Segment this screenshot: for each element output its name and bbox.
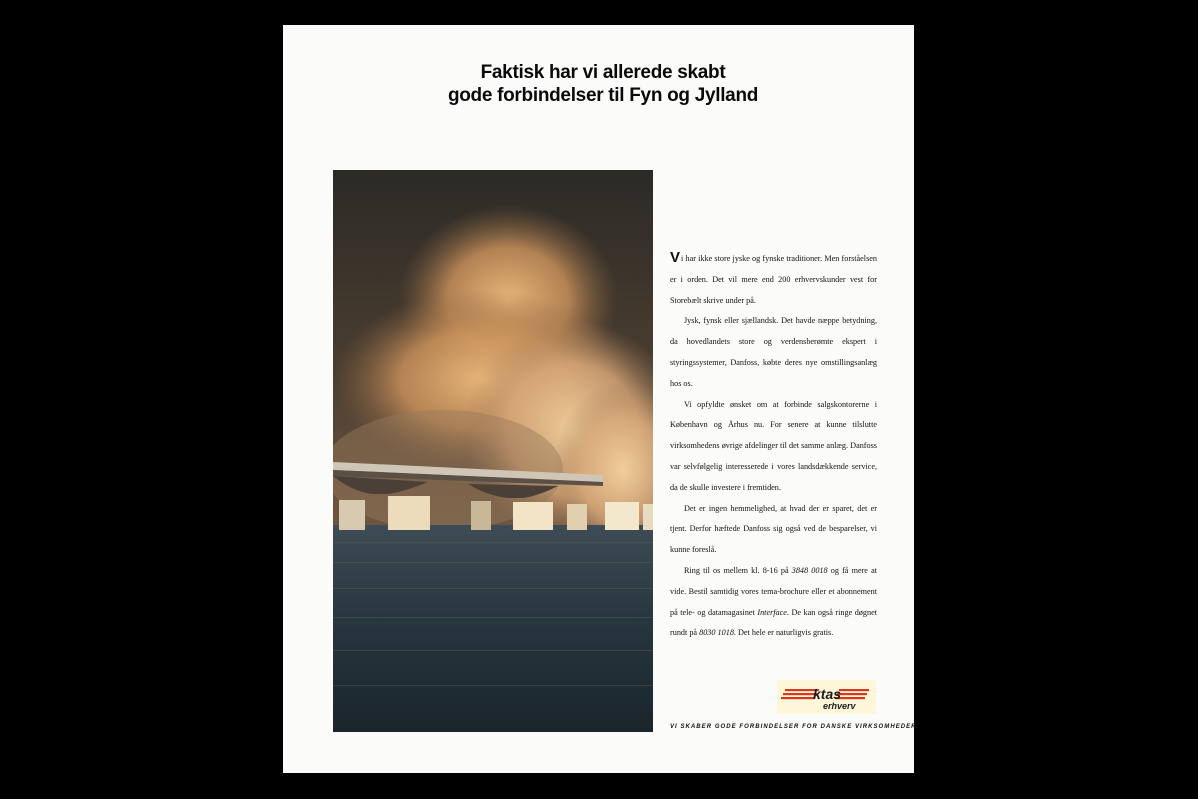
headline: [283, 61, 923, 107]
drop-cap: V: [670, 249, 681, 266]
body-copy: [670, 249, 877, 644]
paragraph-5-a: Ring til os mellem kl. 8-16 på: [684, 565, 792, 575]
phone-number-2: 8030 1018: [699, 628, 734, 638]
paragraph-2: Jysk, fynsk eller sjællandsk. Det havde næppe betydning, da hovedlandets store og verdensberømte ekspert i styringssystemer, Danfoss, købte deres nye omstillingsanlæg hos os.: [670, 316, 877, 388]
headline-line-1: Faktisk har vi allerede skabt: [480, 62, 726, 83]
paragraph-5-c: . De kan også ringe døgnet rundt på: [670, 607, 877, 638]
logo-wordmark: ktas: [813, 686, 842, 702]
paragraph-5: [670, 561, 877, 644]
paragraph-5-d: . Det hele er naturligvis gratis.: [733, 628, 834, 638]
paragraph-5-b: og få mere at vide. Bestil samtidig vores tema-brochure eller et abonnement på tele- og datamagasinet: [670, 565, 877, 617]
logo-subtitle: erhverv: [823, 701, 856, 711]
phone-number-1: 3848 0018: [791, 565, 828, 575]
tagline: VI SKABER GODE FORBINDELSER FOR DANSKE VIRKSOMHEDER: [670, 724, 917, 730]
bridge-photo: [333, 170, 653, 732]
ktas-erhverv-logo: [777, 680, 876, 714]
magazine-name: Interface: [757, 607, 787, 617]
paragraph-3: Vi opfyldte ønsket om at forbinde salgskontorerne i København og Århus nu. For senere at kunne tilslutte virksomhedens øvrige afdelinger til det samme anlæg. Danfoss var selvfølgelig interesserede i vores landsdækkende service, da de skulle investere i fremtiden.: [670, 399, 877, 492]
paragraph-1-text: i har ikke store jyske og fynske traditioner. Men forståelsen er i orden. Det vil mere end 200 erhvervskunder vest for Storebælt skrive under på.: [670, 254, 877, 305]
advertisement-page: [283, 25, 917, 773]
headline-line-2: gode forbindelser til Fyn og Jylland: [447, 85, 759, 106]
paragraph-4: Det er ingen hemmelighed, at hvad der er sparet, det er tjent. Derfor hæftede Danfoss sig også ved de besparelser, vi kunne foreslå.: [670, 503, 877, 555]
paragraph-1: [670, 249, 877, 311]
